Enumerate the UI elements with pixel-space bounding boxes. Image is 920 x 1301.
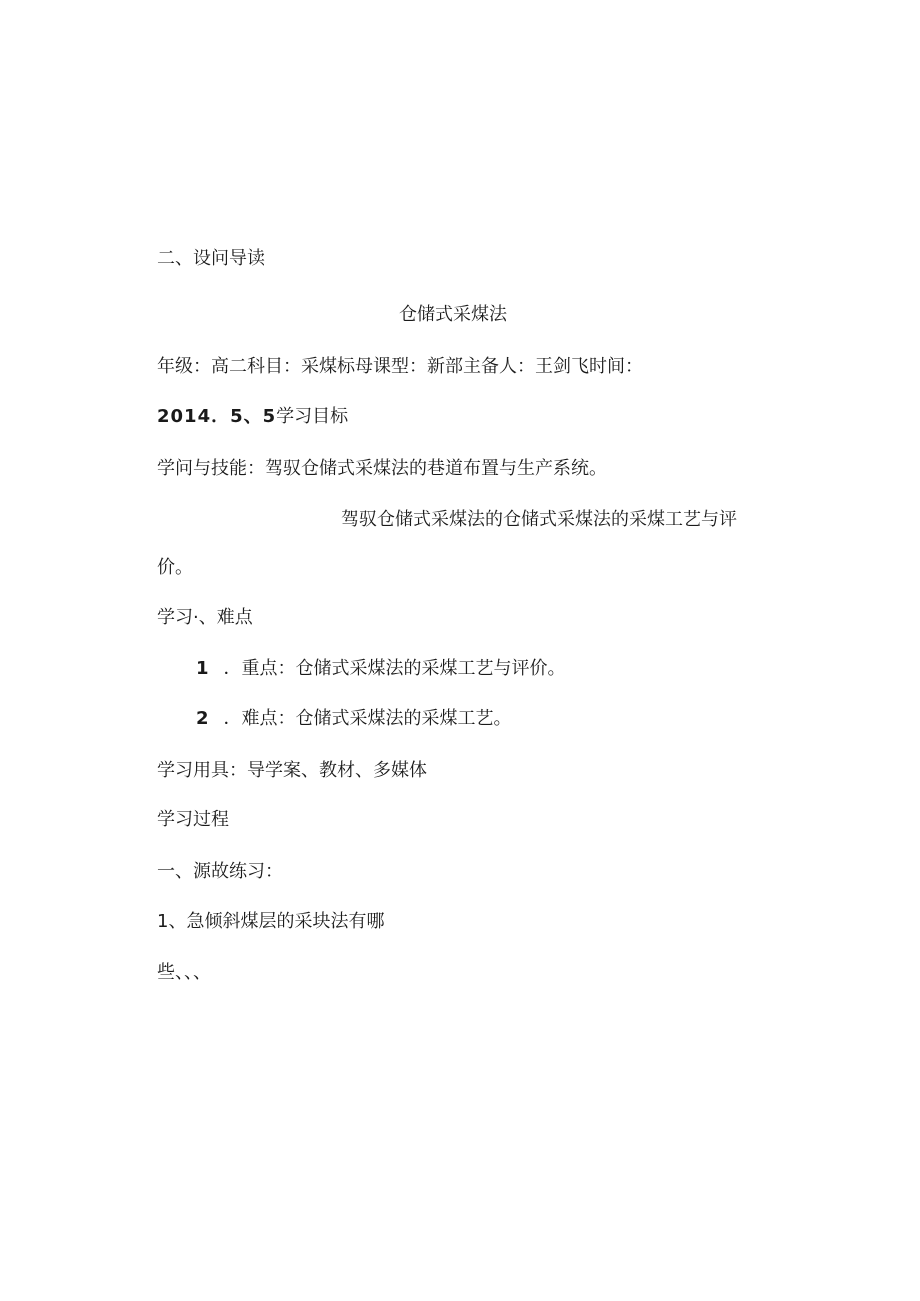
key-point-number: 2: [196, 708, 210, 729]
learning-goals-label: 学习目标: [276, 406, 349, 427]
process-heading: 学习过程: [157, 809, 229, 830]
skills-continuation: 驾驭仓储式采煤法的仓储式采煤法的采煤工艺与评: [341, 509, 737, 530]
key-points-heading: 学习·、难点: [157, 607, 253, 628]
date-line: [157, 406, 348, 428]
key-point-item: [196, 708, 512, 730]
skills-line: 学问与技能：驾驭仓储式采煤法的巷道布置与生产系统。: [157, 458, 607, 479]
review-heading: 一、源故练习：: [157, 861, 283, 882]
key-point-number: 1: [196, 658, 210, 679]
question-1: 1、急倾斜煤层的采块法有哪: [157, 911, 385, 932]
date-value: 2014．5、5: [157, 406, 277, 427]
key-point-text: ．重点：仓储式采煤法的采煤工艺与评价。: [223, 658, 566, 679]
tools-line: 学习用具：导学案、教材、多媒体: [157, 760, 427, 781]
section-heading: 二、设问导读: [157, 248, 265, 269]
question-1-wrap: 些、、、: [157, 962, 211, 983]
key-point-text: ．难点：仓储式采煤法的采煤工艺。: [223, 708, 512, 729]
document-title: 仓储式采煤法: [399, 304, 507, 325]
meta-line: 年级：高二科目：采煤标母课型：新部主备人：王剑飞时间：: [157, 356, 643, 377]
key-point-item: [196, 658, 566, 680]
skills-wrap: 价。: [157, 557, 193, 578]
